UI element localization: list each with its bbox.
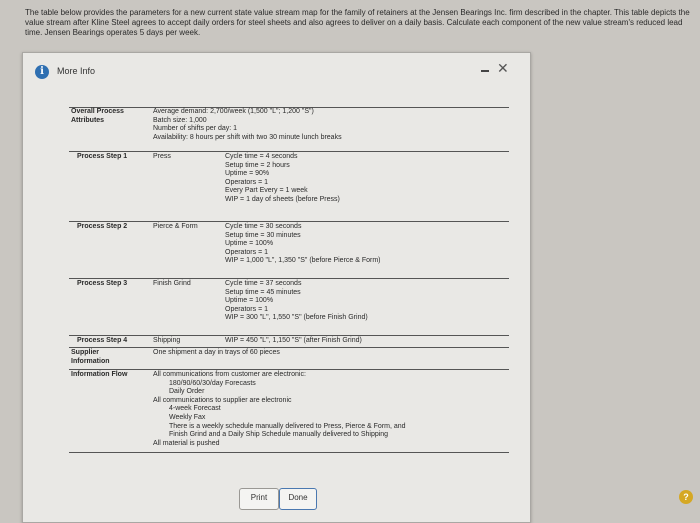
step-2-name: Pierce & Form (153, 223, 198, 230)
step-1-name: Press (153, 153, 171, 160)
step-4-name: Shipping (153, 337, 181, 344)
step-3-label: Process Step 3 (77, 280, 128, 287)
overall-values: Average demand: 2,700/week (1,500 "L"; 1,200 "S") Batch size: 1,000 Number of shifts per day: 1 Availability: 8 hours per shift with two 30 minute lunch breaks (153, 108, 342, 141)
step-2-values: Cycle time = 30 seconds Setup time = 30 minutes Uptime = 100% Operators = 1 WIP = 1,000 "L", 1,350 "S" (before Pierce & Form) (225, 223, 381, 265)
table-row-step-4 (69, 336, 509, 348)
information-flow-values: All communications from customer are electronic: 180/90/60/30/day Forecasts Daily Order All communications to supplier are electronic 4-week Forecast Weekly Fax There is a weekly schedule manually delivered to Press, Pierce & Form, and Finish Grind and a Daily Ship Schedule manually delivered to Shipping All material is pushed (153, 371, 406, 447)
information-flow-label: Information Flow (71, 371, 128, 378)
overall-label: Overall Process Attributes (71, 108, 124, 124)
table-row-step-2 (69, 222, 509, 279)
info-icon: i (35, 65, 49, 79)
table-row-overall (69, 107, 509, 152)
dialog-header (23, 53, 530, 87)
step-1-values: Cycle time = 4 seconds Setup time = 2 hours Uptime = 90% Operators = 1 Every Part Every = 1 week WIP = 1 day of sheets (before Press) (225, 153, 340, 203)
done-button[interactable]: Done (279, 488, 317, 510)
table-row-step-1 (69, 152, 509, 222)
table-row-information-flow (69, 370, 509, 453)
question-intro-text: The table below provides the parameters for a new current state value stream map for the family of retainers at the Jensen Bearings Inc. firm described in the chapter. This table depicts the value stream after Kline Steel agrees to accept daily orders for steel sheets and also agrees to deliver on a daily basis. Calculate each component of the new value stream's reduced lead time. Jensen Bearings operates 5 days per week. (25, 8, 690, 37)
parameters-table (69, 107, 509, 453)
more-info-dialog (22, 52, 531, 523)
step-2-label: Process Step 2 (77, 223, 128, 230)
table-row-step-3 (69, 279, 509, 336)
step-1-label: Process Step 1 (77, 153, 128, 160)
step-4-label: Process Step 4 (77, 337, 128, 344)
print-button[interactable]: Print (239, 488, 279, 510)
dialog-title: More Info (57, 66, 96, 76)
supplier-value: One shipment a day in trays of 60 pieces (153, 349, 280, 356)
step-4-values: WIP = 450 "L", 1,150 "S" (after Finish Grind) (225, 337, 362, 344)
help-icon[interactable]: ? (679, 490, 693, 504)
table-row-supplier (69, 348, 509, 370)
supplier-label: Supplier Information (71, 349, 110, 365)
step-3-values: Cycle time = 37 seconds Setup time = 45 minutes Uptime = 100% Operators = 1 WIP = 300 "L", 1,550 "S" (before Finish Grind) (225, 280, 368, 322)
minimize-icon[interactable] (481, 70, 489, 72)
step-3-name: Finish Grind (153, 280, 191, 287)
close-icon[interactable]: ✕ (497, 60, 509, 76)
